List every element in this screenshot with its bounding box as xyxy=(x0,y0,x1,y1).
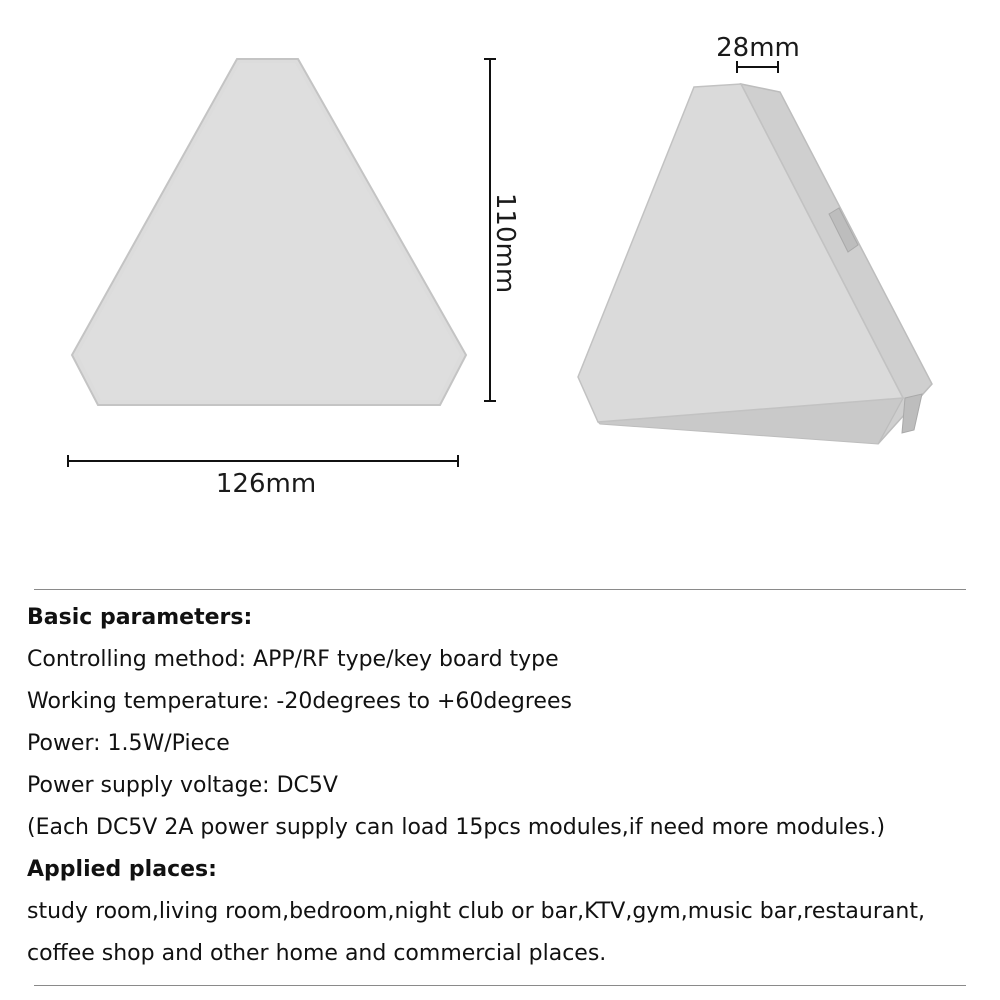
depth-dimension xyxy=(716,33,800,73)
front-panel-inner-face xyxy=(78,63,460,400)
side-panel-view xyxy=(578,84,932,444)
applied-places-text xyxy=(27,891,977,975)
bottom-connector-slot xyxy=(902,394,922,433)
param-line-note: (Each DC5V 2A power supply can load 15pcs modules,if need more modules.) xyxy=(27,815,886,840)
divider-bottom xyxy=(34,985,966,986)
width-label: 126mm xyxy=(215,469,317,499)
height-dimension xyxy=(484,59,520,401)
spec-text-block xyxy=(27,597,977,975)
param-line-control: Controlling method: APP/RF type/key board type xyxy=(27,647,559,672)
depth-label: 28mm xyxy=(716,33,800,63)
applied-places-line: coffee shop and other home and commercial places. xyxy=(27,941,607,966)
param-line-temperature: Working temperature: -20degrees to +60degrees xyxy=(27,689,572,714)
height-label: 110mm xyxy=(490,192,520,294)
divider-top xyxy=(34,589,966,590)
front-panel-view xyxy=(72,59,466,405)
param-line-power: Power: 1.5W/Piece xyxy=(27,731,230,756)
applied-places-line: study room,living room,bedroom,night club or bar,KTV,gym,music bar,restaurant, xyxy=(27,899,925,924)
basic-parameters-heading: Basic parameters: xyxy=(27,605,253,630)
applied-places-heading: Applied places: xyxy=(27,857,217,882)
param-line-voltage: Power supply voltage: DC5V xyxy=(27,773,338,798)
width-dimension xyxy=(68,455,458,499)
